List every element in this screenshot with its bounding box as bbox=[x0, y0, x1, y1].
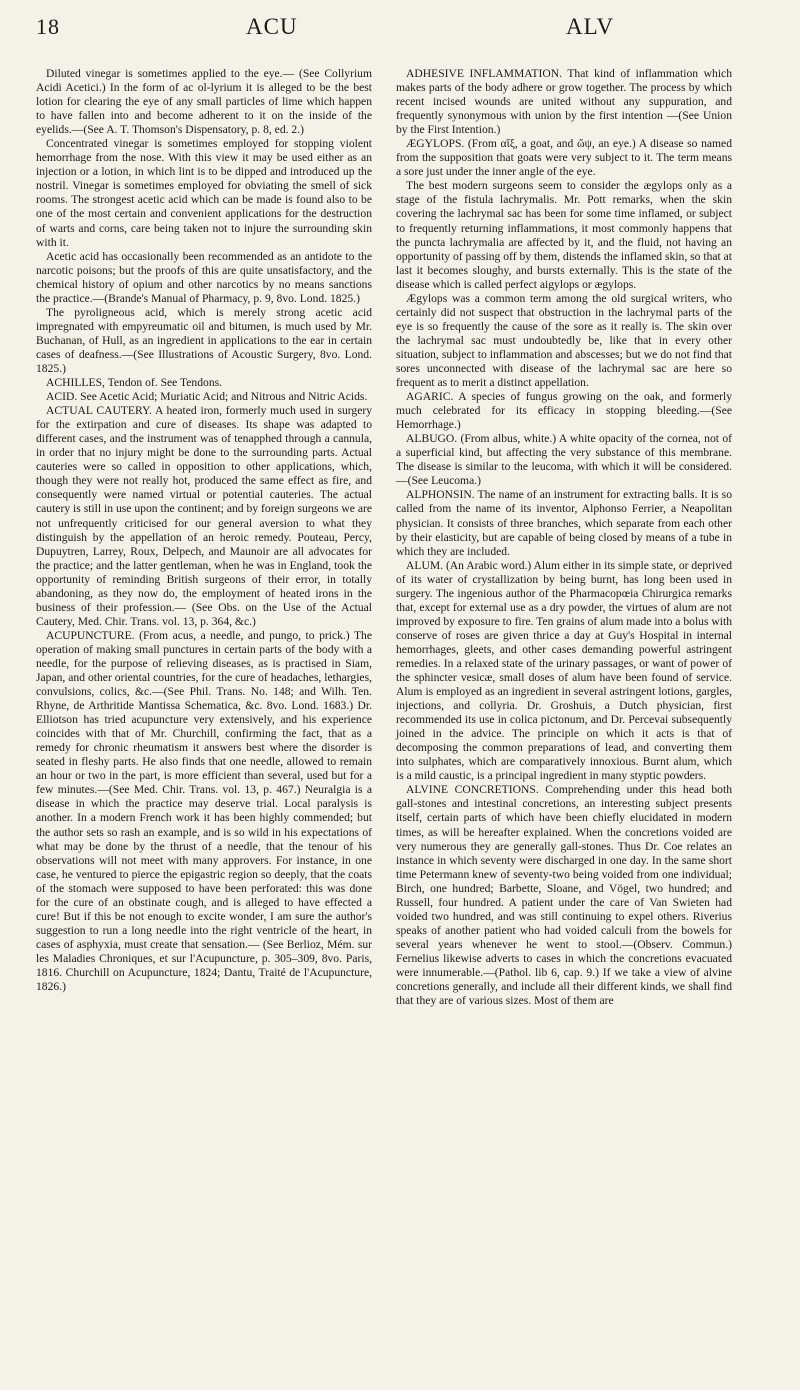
paragraph: Diluted vinegar is sometimes applied to the eye.— (See Collyrium Acidi Acetici.) In the form of ac ol-lyrium it is alleged to be the best lotion for clearing the eye of any small particles of lime which happen to have fallen into and become adherent to it on the inside of the eyelids.—(See A. T. Thomson's Dispensatory, p. 8, ed. 2.) bbox=[36, 67, 372, 137]
entry-alphonsin: ALPHONSIN. The name of an instrument for extracting balls. It is so called from the name of its inventor, Alphonso Ferrier, a Neapolitan physician. It consists of three branches, which separate from each other by their elasticity, but are capable of being closed by means of a tube in which they are included. bbox=[396, 488, 732, 558]
entry-agaric: AGARIC. A species of fungus growing on the oak, and formerly much celebrated for its efficacy in stopping bleeding.—(See Hemorrhage.) bbox=[396, 390, 732, 432]
entry-aegylops: ÆGYLOPS. (From αἴξ, a goat, and ὤψ, an eye.) A disease so named from the supposition that goats were very subject to it. The term means a sore just under the inner angle of the eye. bbox=[396, 137, 732, 179]
paragraph: Ægylops was a common term among the old surgical writers, who certainly did not suspect that obstruction in the lachrymal parts of the eye is so frequently the cause of the sore as it really is. The skin over the lachrymal sac must undoubtedly be, like that in every other situation, subject to inflammation and abscesses; but we do not find that sores unconnected with disease of the lachrymal sac are here so frequent as to merit a distinct appellation. bbox=[396, 291, 732, 390]
entry-alvine-concretions: ALVINE CONCRETIONS. Comprehending under this head both gall-stones and intestinal concretions, an interesting subject presents itself, certain parts of which have been chiefly elucidated in modern times, as will be hereafter explained. When the concretions voided are very numerous they are generally gall-stones. Thus Dr. Coe relates an instance in which seventy were discharged in one day. In the same short time Petermann knew of seventy-two being voided from one individual; Birch, one hundred; Barbette, Sloane, and Vögel, two hundred; and Russell, four hundred. A patient under the care of Van Swieten had voided two hundred, and was still continuing to expel others. Riverius speaks of another patient who had voided calculi from the bowels for several years whenever he went to stool.—(Observ. Commun.) Fernelius likewise adverts to cases in which the concretions evacuated were innumerable.—(Pathol. lib 6, cap. 9.) If we take a view of alvine concretions generally, and include all their different kinds, we shall find that they are of various sizes. Most of them are bbox=[396, 783, 732, 1008]
entry-adhesive-inflammation: ADHESIVE INFLAMMATION. That kind of inflammation which makes parts of the body adhere or grow together. The process by which recent incised wounds are united without any suppuration, and frequently synonymous with union by the first intention —(See Union by the First Intention.) bbox=[396, 67, 732, 137]
right-guide-word: ALV bbox=[566, 14, 615, 39]
paragraph: Concentrated vinegar is sometimes employed for stopping violent hemorrhage from the nose. With this view it may be used either as an injection or a lotion, in which lint is to be dipped and introduced up the nostril. Vinegar is sometimes employed for obviating the smell of sick rooms. The strongest acetic acid which can be made is found also to be one of the most certain and convenient applications for the destruction of warts and corns, care being taken not to injure the surrounding skin with it. bbox=[36, 137, 372, 249]
paragraph: Acetic acid has occasionally been recommended as an antidote to the narcotic poisons; but the proofs of this are quite unsatisfactory, and the chemical history of opium and other narcotics by no means sanctions the practice.—(Brande's Manual of Pharmacy, p. 9, 8vo. Lond. 1825.) bbox=[36, 249, 372, 305]
entry-alum: ALUM. (An Arabic word.) Alum either in its simple state, or deprived of its water of crystallization by being burnt, has long been used in surgery. The ingenious author of the Pharmacopœia Chirurgica remarks that, except for external use as a dry powder, the virtues of alum are not improved by exposure to fire. Ten grains of alum made into a bolus with conserve of roses are given thrice a day at Guy's Hospital in internal hemorrhages, gleets, and other cases demanding powerful astringent remedies. In a relaxed state of the urinary passages, or want of power of the sphincter vesicæ, small doses of alum have been found of service. Alum is employed as an ingredient in several astringent lotions, gargles, injections, and collyria. Dr. Groshuis, a Dutch physician, first recommended its use in colica pictonum, and Dr. Percevai subsequently joined in the advice. The principle on which it acts is that of decomposing the common preparations of lead, and converting them into sulphates, which are comparatively innoxious. Burnt alum, which is a mild caustic, is a principal ingredient in many styptic powders. bbox=[396, 558, 732, 783]
right-column bbox=[396, 67, 732, 1008]
left-guide-word: ACU bbox=[246, 14, 298, 39]
paragraph: The pyroligneous acid, which is merely strong acetic acid impregnated with empyreumatic oil and bitumen, is much used by Mr. Buchanan, of Hull, as an ingredient in applications to the ear in certain cases of deafness.—(See Illustrations of Acoustic Surgery, 8vo. Lond. 1825.) bbox=[36, 305, 372, 375]
left-column bbox=[36, 67, 372, 994]
entry-acid: ACID. See Acetic Acid; Muriatic Acid; and Nitrous and Nitric Acids. bbox=[46, 390, 368, 404]
entry-achilles: ACHILLES, Tendon of. See Tendons. bbox=[46, 376, 223, 390]
paragraph: The best modern surgeons seem to consider the ægylops only as a stage of the fistula lachrymalis. Mr. Pott remarks, when the skin covering the lachrymal sac has been for some time inflamed, or subject to frequently returning inflammations, it most commonly happens that the puncta lachrymalia are affected by it, and the fluid, not having an opportunity of passing off by them, distends the inflamed skin, so that at last it becomes sloughy, and bursts externally. This is the state of the disease which is called perfect aigylops or ægylops. bbox=[396, 179, 732, 291]
running-header bbox=[36, 14, 758, 54]
entry-actual-cautery: ACTUAL CAUTERY. A heated iron, formerly much used in surgery for the extirpation and cure of diseases. Its shape was adapted to different cases, and the instrument was of tenapphed through a cannula, in order that no injury might be done to the surrounding parts. Actual cauteries were so called in opposition to other applications, which, though they were not really hot, produced the same effect as fire, and consequently were named virtual or potential cauteries. The actual cautery is still in use upon the continent; and by foreign surgeons we are not unfrequently criticised for our general aversion to what they distinguish by the appellation of an heroic remedy. Pouteau, Percy, Dupuytren, Larrey, Roux, Delpech, and Maunoir are all advocates for the practice; and the latter gentleman, when he was in England, took the opportunity of reminding British surgeons of their error, in totally abandoning, as they now do, the employment of heated irons in the business of their profession.— (See Obs. on the Use of the Actual Cautery, Med. Chir. Trans. vol. 13, p. 364, &c.) bbox=[36, 404, 372, 628]
page-number: 18 bbox=[36, 14, 60, 39]
entry-albugo: ALBUGO. (From albus, white.) A white opacity of the cornea, not of a superficial kind, but affecting the very substance of this membrane. The disease is similar to the leucoma, with which it will be considered.—(See Leucoma.) bbox=[396, 432, 732, 488]
entry-acupuncture: ACUPUNCTURE. (From acus, a needle, and pungo, to prick.) The operation of making small punctures in certain parts of the body with a needle, for the purpose of relieving diseases, as is practised in Siam, Japan, and other oriental countries, for the cure of headaches, lethargies, convulsions, colics, &c.—(See Phil. Trans. No. 148; and Wilh. Ten. Rhyne, de Arthritide Mantissa Schematica, &c. 8vo. Lond. 1683.) Dr. Elliotson has tried acupuncture very extensively, and his experience coincides with that of Mr. Churchill, confirming the fact, that as a remedy for chronic rheumatism it answers best where the disorder is seated in fleshy parts. He also finds that one needle, allowed to remain an hour or two in the part, is more efficient than several, used but for a few minutes.—(See Med. Chir. Trans. vol. 13, p. 467.) Neuralgia is a disease in which the practice may deserve trial. Local paralysis is another. In a modern French work it has been highly commended; but the author sets so rash an example, and is so wild in his expectations of what may be done by the thrust of a needle, that the tenour of his observations will not meet with many approvers. For instance, in one case, he ventured to pierce the epigastric region so deeply, that the coats of the stomach were supposed to have been perforated: this was done for the cure of an obstinate cough, and is alleged to have effected a cure! But if this be not enough to excite wonder, I am sure the author's suggestion to run a long needle into the right ventricle of the heart, in cases of asphyxia, must create that sensation.— (See Berlioz, Mém. sur les Maladies Chroniques, et sur l'Acupuncture, p. 305–309, 8vo. Paris, 1816. Churchill on Acupuncture, 1824; Dantu, Traité de l'Acupuncture, 1826.) bbox=[36, 628, 372, 994]
